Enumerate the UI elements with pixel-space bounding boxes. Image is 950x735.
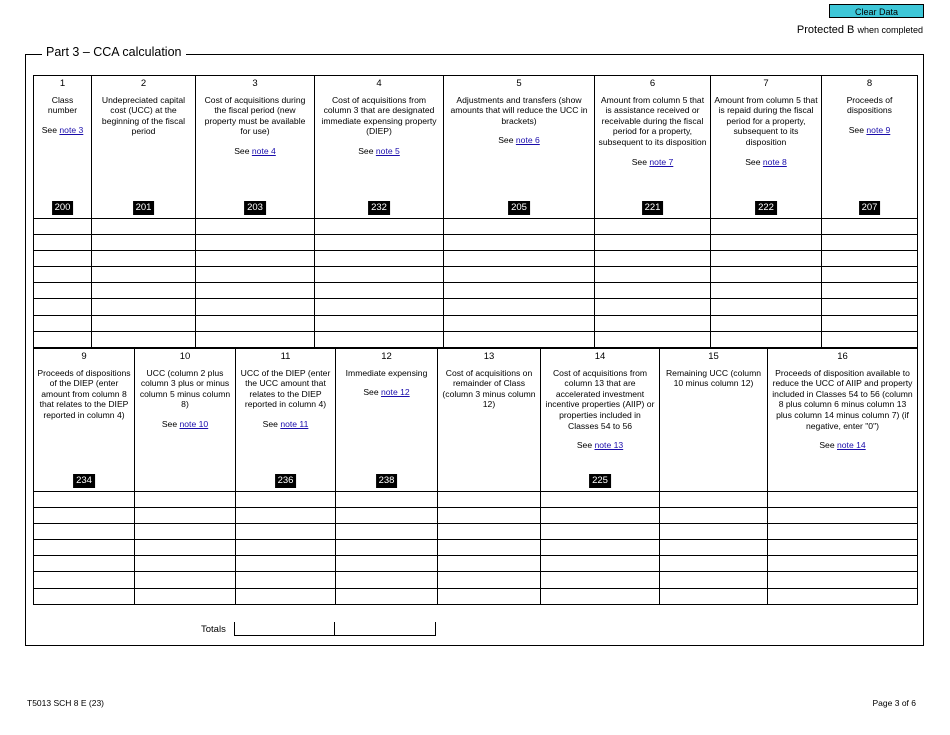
note-link[interactable]: note 6 bbox=[515, 135, 540, 146]
input-cell-col12[interactable] bbox=[336, 556, 438, 572]
note-link[interactable]: note 10 bbox=[179, 418, 209, 429]
input-cell-col15[interactable] bbox=[660, 508, 768, 524]
see-label: See bbox=[234, 145, 250, 156]
input-cell-col5[interactable] bbox=[444, 299, 595, 315]
input-cell-col8[interactable] bbox=[822, 235, 918, 251]
input-cell-col16[interactable] bbox=[768, 492, 918, 508]
input-cell-col2[interactable] bbox=[92, 283, 196, 299]
column-header-7 bbox=[711, 76, 822, 219]
input-cell-col7[interactable] bbox=[711, 267, 822, 283]
input-cell-col11[interactable] bbox=[236, 508, 336, 524]
table-row bbox=[34, 315, 918, 331]
input-cell-col9[interactable] bbox=[34, 556, 135, 572]
column-number: 2 bbox=[140, 78, 147, 89]
input-cell-col2[interactable] bbox=[92, 315, 196, 331]
input-cell-col16[interactable] bbox=[768, 572, 918, 588]
column-description: Proceeds of dispositions of the DIEP (enter amount from column 8 that relates to the DIEP reported in column 4) bbox=[37, 367, 131, 420]
input-cell-col9[interactable] bbox=[34, 524, 135, 540]
input-cell-col7[interactable] bbox=[711, 331, 822, 347]
input-cell-col7[interactable] bbox=[711, 315, 822, 331]
input-cell-col6[interactable] bbox=[595, 267, 711, 283]
input-cell-col10[interactable] bbox=[135, 556, 236, 572]
line-code-badge: 225 bbox=[589, 474, 611, 488]
column-header-9 bbox=[34, 349, 135, 492]
input-cell-col16[interactable] bbox=[768, 556, 918, 572]
input-cell-col5[interactable] bbox=[444, 331, 595, 347]
input-cell-col4[interactable] bbox=[315, 283, 444, 299]
input-cell-col14[interactable] bbox=[541, 540, 660, 556]
column-header-5 bbox=[444, 76, 595, 219]
protected-label bbox=[797, 24, 923, 36]
column-header-14 bbox=[541, 349, 660, 492]
input-cell-col6[interactable] bbox=[595, 299, 711, 315]
see-note bbox=[595, 157, 710, 168]
table-row bbox=[34, 492, 918, 508]
input-cell-col4[interactable] bbox=[315, 331, 444, 347]
table-row bbox=[34, 251, 918, 267]
input-cell-col11[interactable] bbox=[236, 556, 336, 572]
column-header-11 bbox=[236, 349, 336, 492]
note-link[interactable]: note 11 bbox=[280, 418, 309, 429]
input-cell-col14[interactable] bbox=[541, 524, 660, 540]
input-cell-col12[interactable] bbox=[336, 540, 438, 556]
table-row bbox=[34, 556, 918, 572]
input-cell-col16[interactable] bbox=[768, 524, 918, 540]
input-cell-col1[interactable] bbox=[34, 267, 92, 283]
column-number: 6 bbox=[649, 78, 656, 89]
column-description: Adjustments and transfers (show amounts that will reduce the UCC in brackets) bbox=[450, 94, 588, 126]
input-cell-col6[interactable] bbox=[595, 283, 711, 299]
input-cell-col6[interactable] bbox=[595, 219, 711, 235]
column-number: 9 bbox=[81, 351, 87, 362]
form-id: T5013 SCH 8 E (23) bbox=[27, 698, 105, 708]
see-label: See bbox=[262, 418, 278, 429]
input-cell-col9[interactable] bbox=[34, 572, 135, 588]
column-number: 13 bbox=[483, 351, 495, 362]
see-note bbox=[444, 135, 594, 146]
input-cell-col11[interactable] bbox=[236, 588, 336, 604]
see-label: See bbox=[631, 156, 647, 167]
note-link[interactable]: note 13 bbox=[594, 440, 624, 451]
input-cell-col16[interactable] bbox=[768, 508, 918, 524]
column-number: 7 bbox=[763, 78, 769, 89]
see-label: See bbox=[498, 135, 514, 146]
input-cell-col7[interactable] bbox=[711, 299, 822, 315]
input-cell-col11[interactable] bbox=[236, 540, 336, 556]
input-cell-col9[interactable] bbox=[34, 508, 135, 524]
input-cell-col15[interactable] bbox=[660, 540, 768, 556]
clear-data-button[interactable]: Clear Data bbox=[829, 4, 924, 18]
input-cell-col15[interactable] bbox=[660, 492, 768, 508]
input-cell-col10[interactable] bbox=[135, 508, 236, 524]
input-cell-col10[interactable] bbox=[135, 540, 236, 556]
line-code-badge: 232 bbox=[368, 201, 390, 215]
input-cell-col3[interactable] bbox=[196, 219, 315, 235]
input-cell-col10[interactable] bbox=[135, 524, 236, 540]
see-note bbox=[768, 440, 917, 451]
note-link[interactable]: note 12 bbox=[381, 387, 410, 398]
see-note bbox=[315, 146, 443, 157]
column-number: 3 bbox=[252, 78, 258, 89]
column-description: Remaining UCC (column 10 minus column 12) bbox=[665, 367, 762, 389]
line-code-badge: 203 bbox=[244, 201, 266, 215]
input-cell-col15[interactable] bbox=[660, 556, 768, 572]
column-description: Proceeds of disposition available to reduce the UCC of AIIP and property included in Classes 54 to 56 (column 8 plus column 6 minus column 13 plus column 14 minus column 7) (if negative, enter "0") bbox=[772, 367, 913, 431]
see-label: See bbox=[358, 145, 374, 156]
see-note bbox=[196, 146, 314, 157]
input-cell-col2[interactable] bbox=[92, 219, 196, 235]
input-cell-col8[interactable] bbox=[822, 299, 918, 315]
cca-table-part2 bbox=[33, 348, 918, 605]
input-cell-col10[interactable] bbox=[135, 492, 236, 508]
note-link[interactable]: note 3 bbox=[59, 124, 84, 135]
input-cell-col8[interactable] bbox=[822, 251, 918, 267]
column-header-16 bbox=[768, 349, 918, 492]
input-cell-col3[interactable] bbox=[196, 331, 315, 347]
table-row bbox=[34, 235, 918, 251]
column-header-3 bbox=[196, 76, 315, 219]
input-cell-col3[interactable] bbox=[196, 235, 315, 251]
table-row bbox=[34, 524, 918, 540]
column-description: Class number bbox=[47, 94, 78, 116]
table-row bbox=[34, 572, 918, 588]
column-header-13 bbox=[438, 349, 541, 492]
column-description: Amount from column 5 that is repaid during the fiscal period for a property, subsequent to its disposition bbox=[714, 94, 818, 147]
input-cell-col10[interactable] bbox=[135, 588, 236, 604]
input-cell-col5[interactable] bbox=[444, 235, 595, 251]
input-cell-col11[interactable] bbox=[236, 492, 336, 508]
input-cell-col4[interactable] bbox=[315, 235, 444, 251]
input-cell-col15[interactable] bbox=[660, 572, 768, 588]
input-cell-col6[interactable] bbox=[595, 251, 711, 267]
input-cell-col1[interactable] bbox=[34, 219, 92, 235]
protected-suffix: when completed bbox=[857, 25, 923, 35]
line-code-badge: 234 bbox=[73, 474, 95, 488]
line-code-badge: 201 bbox=[133, 201, 155, 215]
input-cell-col8[interactable] bbox=[822, 331, 918, 347]
column-header-4 bbox=[315, 76, 444, 219]
input-cell-col14[interactable] bbox=[541, 556, 660, 572]
input-cell-col1[interactable] bbox=[34, 283, 92, 299]
input-cell-col6[interactable] bbox=[595, 315, 711, 331]
input-cell-col3[interactable] bbox=[196, 315, 315, 331]
line-code-badge: 222 bbox=[755, 201, 777, 215]
column-description: Undepreciated capital cost (UCC) at the beginning of the fiscal period bbox=[101, 94, 186, 137]
input-cell-col13[interactable] bbox=[438, 540, 541, 556]
page-number: Page 3 of 6 bbox=[872, 698, 916, 708]
column-header-1 bbox=[34, 76, 92, 219]
see-label: See bbox=[41, 124, 57, 135]
column-description: Amount from column 5 that is assistance received or receivable during the fiscal period for a property, subsequent to its disposition bbox=[598, 94, 707, 147]
input-cell-col2[interactable] bbox=[92, 331, 196, 347]
see-note bbox=[135, 419, 235, 430]
part-title: Part 3 – CCA calculation bbox=[42, 45, 186, 59]
table-row bbox=[34, 331, 918, 347]
column-number: 15 bbox=[708, 351, 719, 362]
input-cell-col9[interactable] bbox=[34, 492, 135, 508]
input-cell-col13[interactable] bbox=[438, 492, 541, 508]
column-number: 12 bbox=[381, 351, 392, 362]
input-cell-col14[interactable] bbox=[541, 572, 660, 588]
input-cell-col13[interactable] bbox=[438, 572, 541, 588]
input-cell-col1[interactable] bbox=[34, 299, 92, 315]
input-cell-col1[interactable] bbox=[34, 251, 92, 267]
line-code-badge: 238 bbox=[376, 474, 398, 488]
input-cell-col16[interactable] bbox=[768, 540, 918, 556]
input-cell-col13[interactable] bbox=[438, 508, 541, 524]
column-number: 8 bbox=[866, 78, 873, 89]
column-description: Cost of acquisitions on remainder of Class (column 3 minus column 12) bbox=[442, 367, 536, 410]
see-note bbox=[541, 440, 659, 451]
input-cell-col12[interactable] bbox=[336, 524, 438, 540]
column-description: UCC (column 2 plus column 3 plus or minus column 5 minus column 8) bbox=[139, 367, 231, 410]
column-description: Cost of acquisitions from column 3 that are designated immediate expensing property (DIEP) bbox=[321, 94, 437, 137]
input-cell-col4[interactable] bbox=[315, 299, 444, 315]
input-cell-col12[interactable] bbox=[336, 588, 438, 604]
input-cell-col7[interactable] bbox=[711, 219, 822, 235]
input-cell-col13[interactable] bbox=[438, 588, 541, 604]
input-cell-col4[interactable] bbox=[315, 251, 444, 267]
note-link[interactable]: note 8 bbox=[762, 156, 787, 167]
input-cell-col11[interactable] bbox=[236, 524, 336, 540]
input-cell-col5[interactable] bbox=[444, 267, 595, 283]
input-cell-col3[interactable] bbox=[196, 299, 315, 315]
input-cell-col2[interactable] bbox=[92, 267, 196, 283]
line-code-badge: 207 bbox=[859, 201, 881, 215]
input-cell-col5[interactable] bbox=[444, 283, 595, 299]
input-cell-col7[interactable] bbox=[711, 235, 822, 251]
cca-table-part1 bbox=[33, 75, 918, 348]
column-description: Cost of acquisitions during the fiscal period (new property must be available for use) bbox=[204, 94, 306, 137]
see-label: See bbox=[576, 440, 593, 451]
input-cell-col7[interactable] bbox=[711, 251, 822, 267]
input-cell-col15[interactable] bbox=[660, 588, 768, 604]
column-description: Cost of acquisitions from column 13 that are accelerated investment incentive properties (AIIP) or properties included in Classes 54 to 56 bbox=[545, 367, 655, 431]
see-label: See bbox=[819, 440, 835, 451]
input-cell-col15[interactable] bbox=[660, 524, 768, 540]
input-cell-col5[interactable] bbox=[444, 251, 595, 267]
table-row bbox=[34, 219, 918, 235]
table-row bbox=[34, 588, 918, 604]
input-cell-col2[interactable] bbox=[92, 235, 196, 251]
note-link[interactable]: note 7 bbox=[649, 156, 674, 167]
see-note bbox=[711, 157, 821, 168]
see-label: See bbox=[848, 124, 864, 135]
see-note bbox=[336, 387, 437, 398]
input-cell-col12[interactable] bbox=[336, 492, 438, 508]
column-header-10 bbox=[135, 349, 236, 492]
input-cell-col1[interactable] bbox=[34, 235, 92, 251]
table-row bbox=[34, 540, 918, 556]
input-cell-col14[interactable] bbox=[541, 492, 660, 508]
column-number: 4 bbox=[376, 78, 382, 89]
input-cell-col4[interactable] bbox=[315, 219, 444, 235]
table-row bbox=[34, 267, 918, 283]
note-link[interactable]: note 9 bbox=[866, 124, 891, 135]
column-number: 11 bbox=[280, 351, 291, 362]
note-link[interactable]: note 14 bbox=[837, 440, 866, 451]
column-header-12 bbox=[336, 349, 438, 492]
see-label: See bbox=[161, 418, 178, 429]
input-cell-col12[interactable] bbox=[336, 508, 438, 524]
column-number: 10 bbox=[179, 351, 191, 362]
column-number: 14 bbox=[594, 351, 606, 362]
input-cell-col2[interactable] bbox=[92, 299, 196, 315]
input-cell-col5[interactable] bbox=[444, 315, 595, 331]
column-header-8 bbox=[822, 76, 918, 219]
input-cell-col1[interactable] bbox=[34, 331, 92, 347]
input-cell-col13[interactable] bbox=[438, 524, 541, 540]
column-number: 16 bbox=[837, 351, 848, 362]
input-cell-col3[interactable] bbox=[196, 267, 315, 283]
see-note bbox=[236, 419, 335, 430]
table-row bbox=[34, 283, 918, 299]
line-code-badge: 221 bbox=[642, 201, 664, 215]
note-link[interactable]: note 4 bbox=[251, 145, 276, 156]
see-note bbox=[34, 125, 91, 136]
see-label: See bbox=[745, 156, 761, 167]
table-row bbox=[34, 299, 918, 315]
input-cell-col2[interactable] bbox=[92, 251, 196, 267]
input-cell-col5[interactable] bbox=[444, 219, 595, 235]
input-cell-col6[interactable] bbox=[595, 331, 711, 347]
input-cell-col12[interactable] bbox=[336, 572, 438, 588]
see-note bbox=[822, 125, 917, 136]
input-cell-col6[interactable] bbox=[595, 235, 711, 251]
column-number: 1 bbox=[59, 78, 66, 89]
column-description: UCC of the DIEP (enter the UCC amount that relates to the DIEP reported in column 4) bbox=[240, 367, 331, 410]
column-header-15 bbox=[660, 349, 768, 492]
totals-field-col10[interactable] bbox=[234, 622, 335, 636]
input-cell-col8[interactable] bbox=[822, 315, 918, 331]
input-cell-col9[interactable] bbox=[34, 540, 135, 556]
input-cell-col14[interactable] bbox=[541, 508, 660, 524]
protected-text: Protected B bbox=[796, 24, 855, 36]
input-cell-col4[interactable] bbox=[315, 267, 444, 283]
line-code-badge: 205 bbox=[508, 201, 530, 215]
line-code-badge: 236 bbox=[275, 474, 297, 488]
input-cell-col3[interactable] bbox=[196, 251, 315, 267]
column-header-6 bbox=[595, 76, 711, 219]
input-cell-col1[interactable] bbox=[34, 315, 92, 331]
totals-field-col11[interactable] bbox=[334, 622, 436, 636]
input-cell-col4[interactable] bbox=[315, 315, 444, 331]
input-cell-col16[interactable] bbox=[768, 588, 918, 604]
column-header-2 bbox=[92, 76, 196, 219]
input-cell-col7[interactable] bbox=[711, 283, 822, 299]
see-label: See bbox=[363, 387, 379, 398]
input-cell-col11[interactable] bbox=[236, 572, 336, 588]
input-cell-col3[interactable] bbox=[196, 283, 315, 299]
line-code-badge: 200 bbox=[52, 201, 74, 215]
input-cell-col10[interactable] bbox=[135, 572, 236, 588]
column-number: 5 bbox=[516, 78, 522, 89]
input-cell-col8[interactable] bbox=[822, 283, 918, 299]
table-row bbox=[34, 508, 918, 524]
input-cell-col8[interactable] bbox=[822, 267, 918, 283]
input-cell-col9[interactable] bbox=[34, 588, 135, 604]
note-link[interactable]: note 5 bbox=[375, 145, 400, 156]
input-cell-col8[interactable] bbox=[822, 219, 918, 235]
totals-label: Totals bbox=[201, 624, 226, 635]
column-description: Immediate expensing bbox=[345, 367, 428, 378]
input-cell-col14[interactable] bbox=[541, 588, 660, 604]
column-description: Proceeds of dispositions bbox=[846, 94, 893, 116]
input-cell-col13[interactable] bbox=[438, 556, 541, 572]
